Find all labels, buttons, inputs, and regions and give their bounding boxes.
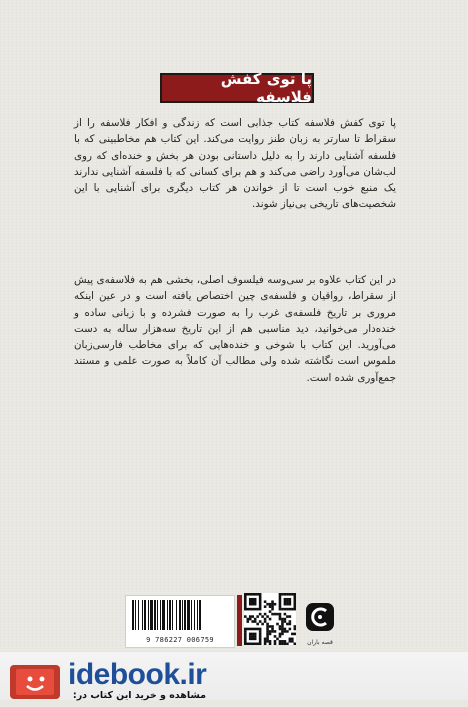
description-paragraph-2 (74, 272, 396, 386)
book-title: پا توی کفش فلاسفه (160, 73, 314, 103)
description-paragraph-1 (74, 115, 396, 213)
publisher-logo-icon (300, 601, 340, 635)
isbn-barcode (125, 595, 235, 648)
watermark-site[interactable]: idebook.ir (68, 658, 207, 691)
publisher-name: قصه باران (307, 639, 333, 646)
paragraph-text: پا توی کفش فلاسفه کتاب جذابی است که زندگی و افکار فلاسفه را از سقراط تا سارتر به زبان طنز روایت می‌کند. این کتاب هم مخاطبینی که با فلسفه آشنایی دارند را به دلیل داستانی بودن هر بخش و خنده‌ای که روی لب‌شان می‌آورد راضی می‌کند و هم برای کسانی که با فلسفه آشنایی ندارند یک منبع خوب است تا از خواندن هر کتاب دیگری برای آشنایی با این شخصیت‌های تاریخی بی‌نیاز شوند. (74, 117, 396, 211)
paragraph-text: در این کتاب علاوه بر سی‌وسه فیلسوف اصلی، بخشی هم به فلاسفه‌ی پیش از سقراط، رواقیان و فلسفه‌ی چین اختصاص یافته است و در عین اینکه مروری بر تاریخ فلسفه‌ی غرب را به صورت فشرده و با زبانی ساده و خنده‌دار می‌خوانید، دید مناسبی هم از این تاریخ سه‌هزار ساله به دست می‌آورید. این کتاب با شوخی و خنده‌هایی که برای مخاطب فارسی‌زبان ملموس است نگاشته شده ولی مطالب آن کاملاً به صورت علمی و مستند جمع‌آوری شده است. (74, 274, 396, 384)
qr-code[interactable] (244, 593, 296, 645)
watermark-banner[interactable] (0, 652, 468, 700)
publisher-logo (300, 601, 340, 646)
barcode-bars (132, 600, 228, 630)
accent-strip (237, 595, 242, 646)
isbn-number: 9 786227 006759 (146, 636, 214, 644)
watermark-caption: مشاهده و خرید این کتاب در: (72, 690, 206, 701)
